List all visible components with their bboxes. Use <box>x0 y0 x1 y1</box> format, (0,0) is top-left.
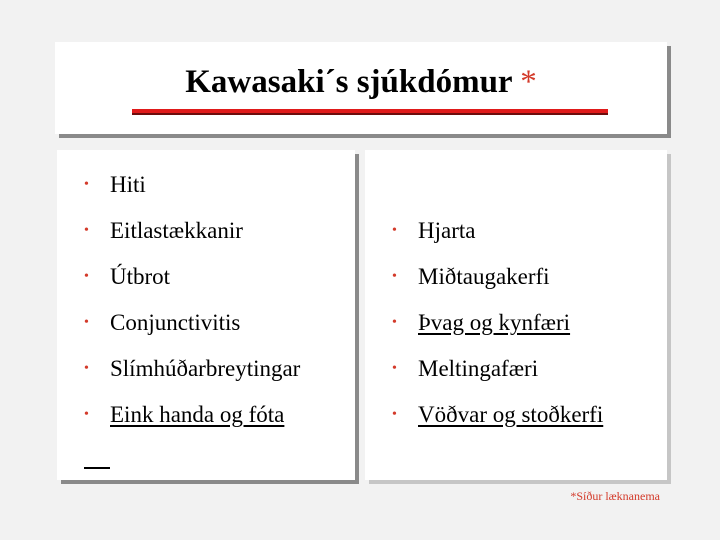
bullet-icon: • <box>84 315 89 330</box>
left-bullet-list <box>84 162 300 438</box>
list-item-text: Hiti <box>110 172 146 197</box>
list-item-text: Vöðvar og stoðkerfi <box>418 402 604 427</box>
bullet-icon: • <box>392 223 397 238</box>
list-item-text: Conjunctivitis <box>110 310 241 335</box>
bullet-icon: • <box>84 407 89 422</box>
list-item <box>392 392 603 438</box>
dash-mark <box>84 467 110 469</box>
list-item-text: Hjarta <box>418 218 476 243</box>
list-item <box>84 254 300 300</box>
list-item-text: Þvag og kynfæri <box>418 310 571 335</box>
list-item-text: Miðtaugakerfi <box>418 264 550 289</box>
list-item <box>392 254 603 300</box>
list-item-text: Útbrot <box>110 264 171 289</box>
bullet-icon: • <box>84 177 89 192</box>
bullet-icon: • <box>392 315 397 330</box>
list-item <box>392 300 603 346</box>
right-bullet-list <box>392 208 603 438</box>
bullet-icon: • <box>84 223 89 238</box>
bullet-icon: • <box>84 269 89 284</box>
list-item <box>392 346 603 392</box>
list-item <box>84 162 300 208</box>
list-item <box>84 208 300 254</box>
list-item-text: Eitlastækkanir <box>110 218 243 243</box>
title-star: * <box>520 64 537 100</box>
bullet-icon: • <box>392 361 397 376</box>
footnote: *Síður læknanema <box>570 489 660 503</box>
title-panel <box>55 42 667 134</box>
list-item <box>84 346 300 392</box>
list-item-text: Slímhúðarbreytingar <box>110 356 301 381</box>
list-item <box>392 208 603 254</box>
list-item-text: Meltingafæri <box>418 356 539 381</box>
bullet-icon: • <box>392 269 397 284</box>
list-item <box>84 300 300 346</box>
title-text: Kawasaki´s sjúkdómur <box>185 64 512 100</box>
list-item <box>84 392 300 438</box>
slide-title <box>55 64 667 101</box>
bullet-icon: • <box>392 407 397 422</box>
list-item-text: Eink handa og fóta <box>110 402 285 427</box>
title-underline-rule <box>132 109 608 115</box>
bullet-icon: • <box>84 361 89 376</box>
